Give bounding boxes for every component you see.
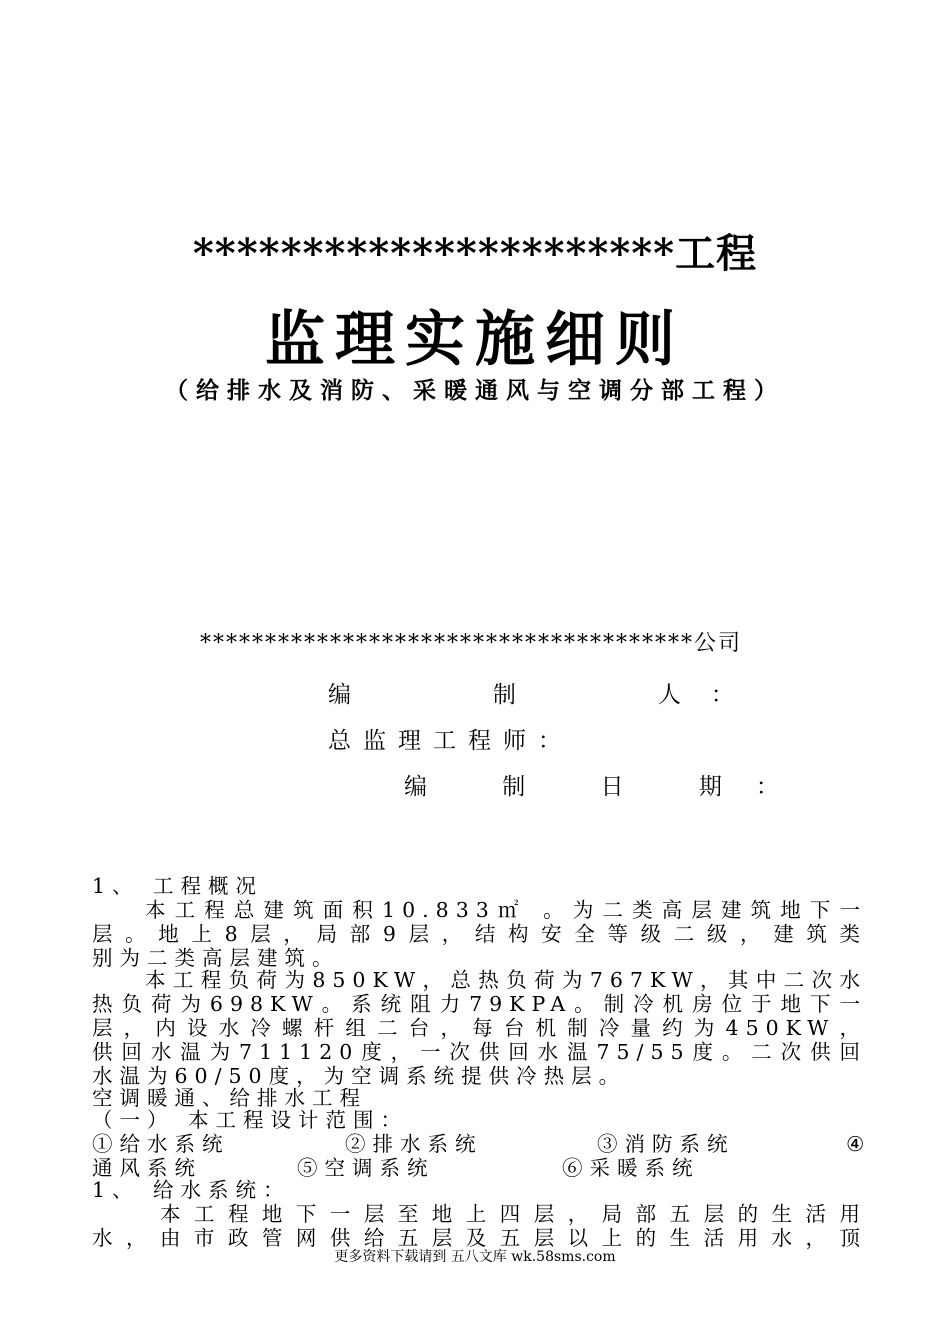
scope-item-fire-protection: ③消防系统	[597, 1132, 735, 1156]
water-heading: 1、 给水系统：	[92, 1178, 291, 1202]
para2-line1: 本工程负荷为850KW，总热负荷为767KW，其中二次水	[145, 968, 867, 992]
scope-item-water-supply: ①给水系统	[92, 1132, 230, 1156]
main-title: 监理实施细则	[265, 305, 685, 375]
para2-line3: 层，内设水冷螺杆组二台，每台机制冷量约为450KW，	[92, 1016, 867, 1040]
para2-line2: 热负荷为698KW。系统阻力79KPA。制冷机房位于地下一	[92, 992, 867, 1016]
scope-line1	[92, 1132, 872, 1156]
project-title: **********************工程	[192, 230, 758, 277]
para2-line4: 供回水温为711120度，一次供回水温75/55度。二次供回	[92, 1040, 867, 1064]
footer-text: 更多资料下载请到 五八文库 wk.58sms.com	[334, 1249, 616, 1265]
chief-engineer-label: 总监理工程师：	[328, 728, 573, 754]
scope-item-drainage: ②排水系统	[345, 1132, 483, 1156]
scope-item-heating: ⑥采暖系统	[562, 1156, 700, 1180]
hvac-line: 空调暖通、给排水工程	[92, 1086, 367, 1110]
para1-line1: 本工程总建筑面积10.833㎡ 。为二类高层建筑地下一	[145, 898, 867, 922]
water-line1: 本工程地下一层至地上四层，局部五层的生活用	[160, 1202, 867, 1226]
scope-item-air-conditioning: ⑤空调系统	[297, 1156, 435, 1180]
subtitle: （给排水及消防、采暖通风与空调分部工程）	[165, 377, 785, 404]
scope-line2	[92, 1156, 867, 1180]
compiler-label: 编 制 人：	[328, 682, 764, 708]
section1-heading: 1、 工程概况	[92, 874, 264, 898]
para1-line2: 层。地上8层，局部9层，结构安全等级二级，建筑类	[92, 922, 867, 946]
scope-heading: （一） 本工程设计范围：	[92, 1108, 409, 1132]
para2-line5: 水温为60/50度，为空调系统提供冷热层。	[92, 1064, 627, 1088]
company-name: **************************************公司	[200, 631, 743, 656]
water-line2: 水，由市政管网供给五层及五层以上的生活用水，顶	[92, 1226, 867, 1250]
date-label: 编 制 日 期：	[404, 774, 813, 800]
scope-item-marker-4: ④	[846, 1132, 872, 1156]
para1-line3: 别为二类高层建筑。	[92, 946, 340, 970]
scope-item-ventilation: 通风系统	[92, 1156, 202, 1180]
